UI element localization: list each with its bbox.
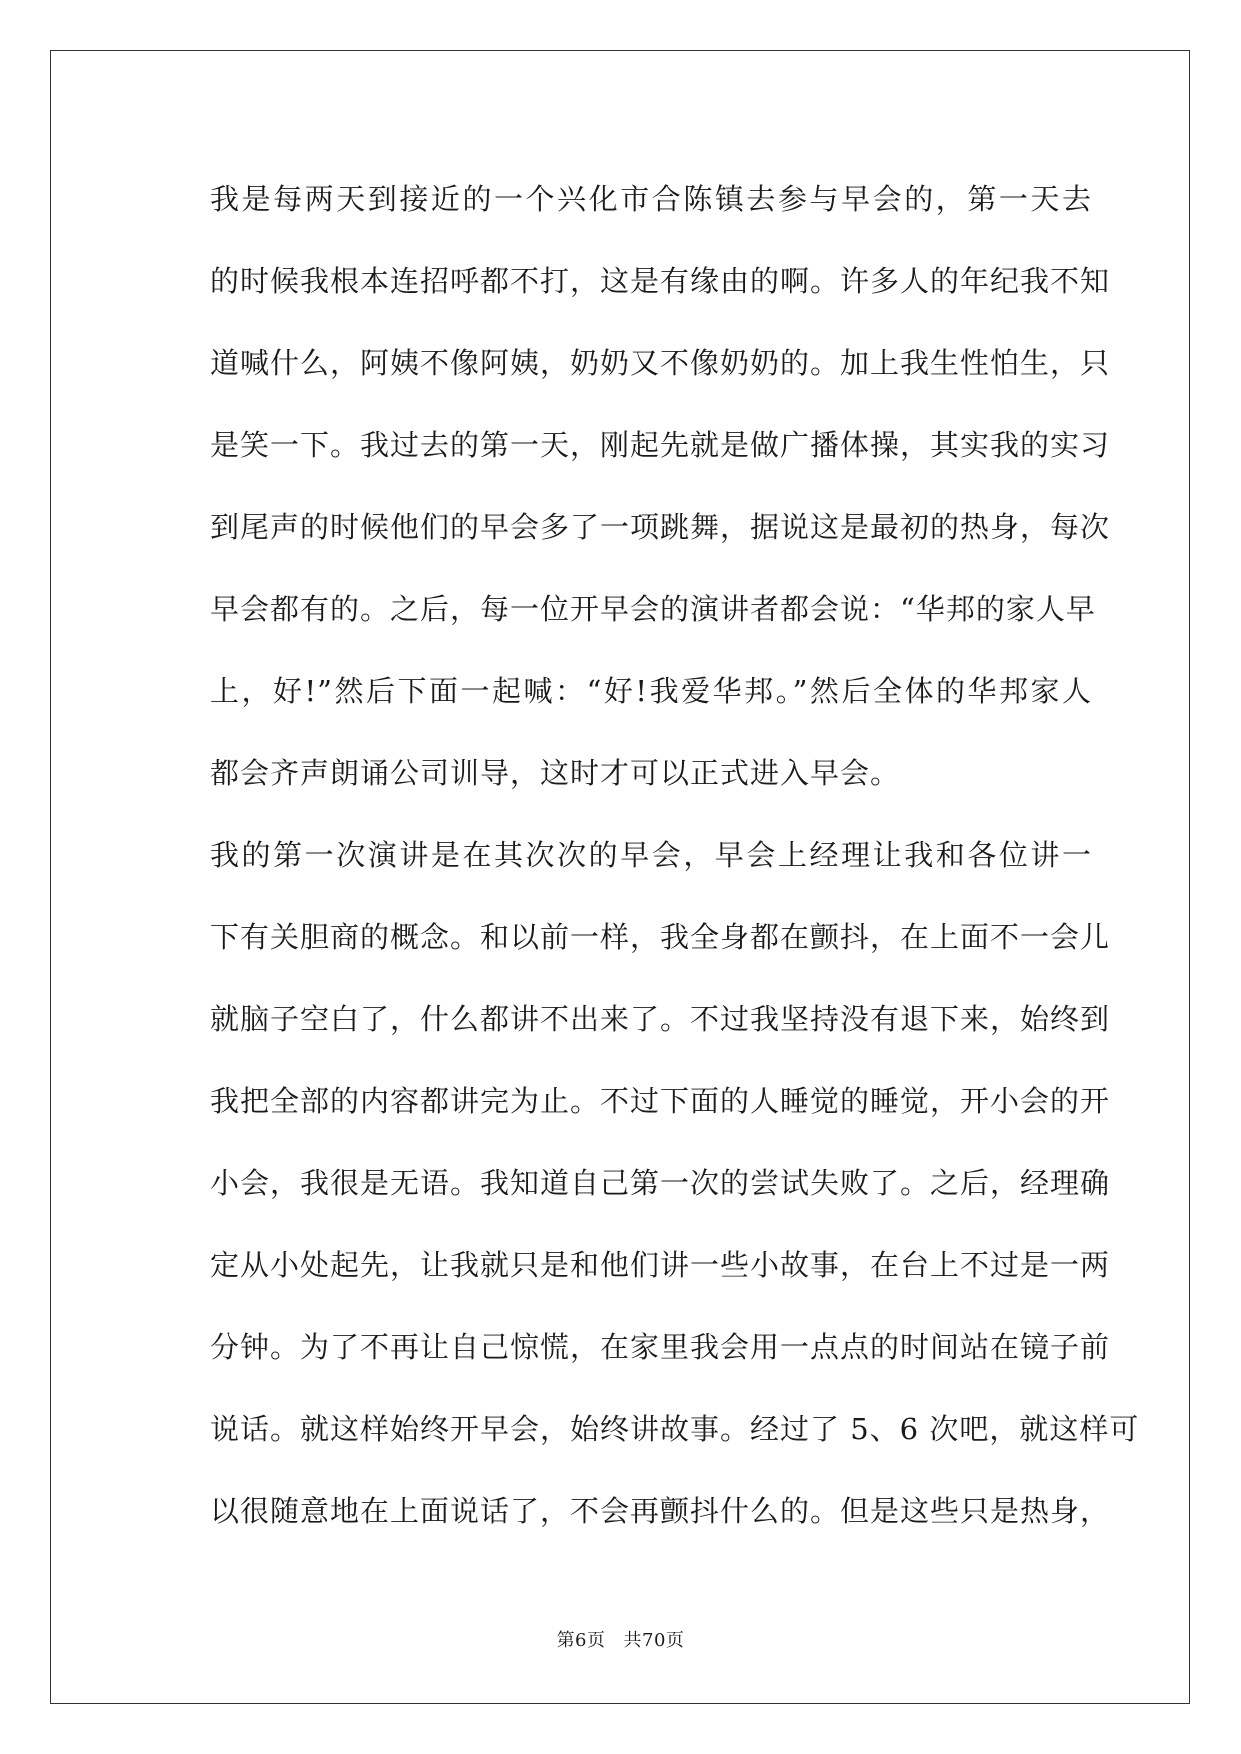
text-line: 是笑一下。我过去的第一天，刚起先就是做广播体操，其实我的实习 [210, 428, 1111, 462]
text-line: 定从小处起先，让我就只是和他们讲一些小故事，在台上不过是一两 [210, 1248, 1111, 1282]
text-line: 说话。就这样始终开早会，始终讲故事。经过了 5、6 次吧，就这样可 [210, 1412, 1140, 1446]
paragraph-2 [152, 814, 1140, 1552]
text-line: 的时候我根本连招呼都不打，这是有缘由的啊。许多人的年纪我不知 [210, 264, 1111, 298]
text-line: 道喊什么，阿姨不像阿姨，奶奶又不像奶奶的。加上我生性怕生，只 [210, 346, 1111, 380]
document-body [152, 158, 1140, 1552]
text-line: 小会，我很是无语。我知道自己第一次的尝试失败了。之后，经理确 [210, 1166, 1111, 1200]
text-line: 我是每两天到接近的一个兴化市合陈镇去参与早会的，第一天去 [210, 182, 1092, 216]
paragraph-1 [152, 158, 1111, 814]
text-line: 到尾声的时候他们的早会多了一项跳舞，据说这是最初的热身，每次 [210, 510, 1111, 544]
text-line: 下有关胆商的概念。和以前一样，我全身都在颤抖，在上面不一会儿 [210, 920, 1111, 954]
text-line: 就脑子空白了，什么都讲不出来了。不过我坚持没有退下来，始终到 [210, 1002, 1111, 1036]
page-footer [0, 1626, 1241, 1652]
text-line: 以很随意地在上面说话了，不会再颤抖什么的。但是这些只是热身， [210, 1494, 1111, 1528]
page-number: 第6页 [556, 1630, 606, 1651]
text-line: 都会齐声朗诵公司训导，这时才可以正式进入早会。 [210, 756, 901, 790]
text-line: 早会都有的。之后，每一位开早会的演讲者都会说：“华邦的家人早 [210, 592, 1096, 626]
text-line: 我的第一次演讲是在其次次的早会，早会上经理让我和各位讲一 [210, 838, 1092, 872]
text-line: 分钟。为了不再让自己惊慌，在家里我会用一点点的时间站在镜子前 [210, 1330, 1111, 1364]
text-line: 上，好!”然后下面一起喊：“好!我爱华邦。”然后全体的华邦家人 [210, 674, 1092, 708]
text-line: 我把全部的内容都讲完为止。不过下面的人睡觉的睡觉，开小会的开 [210, 1084, 1111, 1118]
page-total: 共70页 [623, 1630, 685, 1651]
